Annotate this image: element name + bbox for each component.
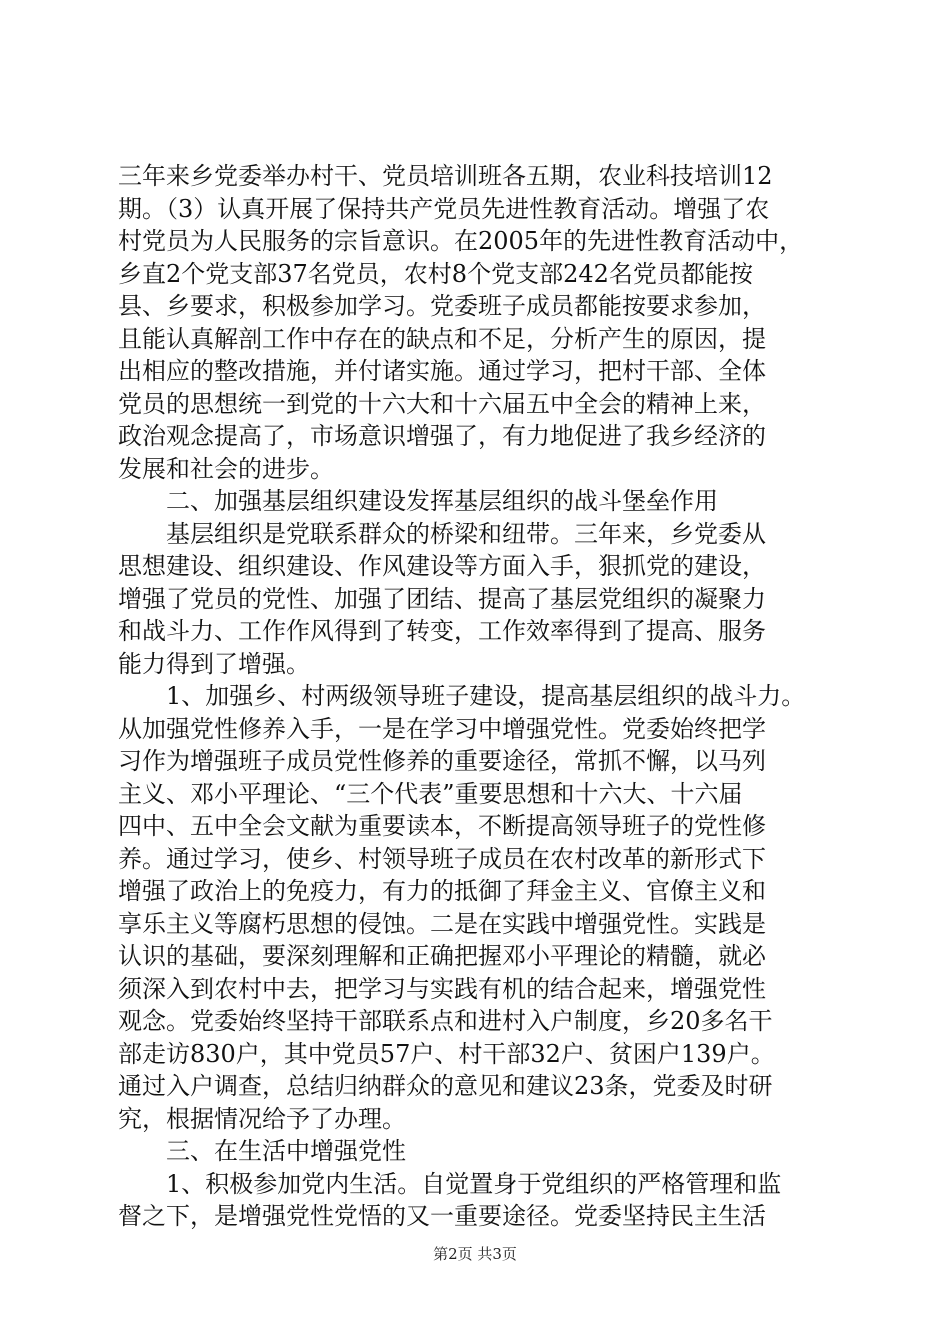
text-line: 1、加强乡、村两级领导班子建设，提高基层组织的战斗力。: [118, 682, 806, 710]
text-line: 究，根据情况给予了办理。: [118, 1104, 406, 1133]
page-number: 第2页 共3页: [433, 1245, 517, 1263]
text-line: 三年来乡党委举办村干、党员培训班各五期，农业科技培训12: [118, 162, 773, 190]
page-footer: [0, 1244, 950, 1264]
text-line: 增强了党员的党性、加强了团结、提高了基层党组织的凝聚力: [118, 584, 766, 613]
text-line: 部走访830户，其中党员57户、村干部32户、贫困户139户。: [118, 1039, 775, 1068]
text-line: 督之下，是增强党性党悟的又一重要途径。党委坚持民主生活: [118, 1202, 766, 1230]
document-body: [118, 160, 838, 1233]
text-line: 习作为增强班子成员党性修养的重要途径，常抓不懈，以马列: [118, 747, 766, 775]
text-line: 认识的基础，要深刻理解和正确把握邓小平理论的精髓，就必: [118, 942, 766, 970]
text-line: 能力得到了增强。: [118, 649, 310, 678]
text-line: 期。（3）认真开展了保持共产党员先进性教育活动。增强了农: [118, 194, 770, 223]
section-heading: 二、加强基层组织建设发挥基层组织的战斗堡垒作用: [118, 487, 718, 515]
text-line: 1、积极参加党内生活。自觉置身于党组织的严格管理和监: [118, 1169, 782, 1198]
text-line: 发展和社会的进步。: [118, 454, 334, 483]
text-line: 四中、五中全会文献为重要读本，不断提高领导班子的党性修: [118, 812, 766, 840]
text-line: 和战斗力、工作作风得到了转变，工作效率得到了提高、服务: [118, 617, 766, 645]
text-line: 基层组织是党联系群众的桥梁和纽带。三年来，乡党委从: [118, 519, 766, 548]
section-heading: 三、在生活中增强党性: [118, 1137, 406, 1165]
text-line: 县、乡要求，积极参加学习。党委班子成员都能按要求参加，: [118, 292, 766, 320]
text-line: 主义、邓小平理论、“三个代表”重要思想和十六大、十六届: [118, 779, 743, 808]
text-line: 增强了政治上的免疫力，有力的抵御了拜金主义、官僚主义和: [118, 877, 766, 905]
text-line: 通过入户调查，总结归纳群众的意见和建议23条，党委及时研: [118, 1072, 773, 1100]
text-line: 享乐主义等腐朽思想的侵蚀。二是在实践中增强党性。实践是: [118, 909, 766, 938]
text-line: 须深入到农村中去，把学习与实践有机的结合起来，增强党性: [118, 974, 766, 1003]
text-line: 出相应的整改措施，并付诸实施。通过学习，把村干部、全体: [118, 357, 766, 385]
text-line: 村党员为人民服务的宗旨意识。在2005年的先进性教育活动中，: [118, 227, 804, 255]
text-line: 从加强党性修养入手，一是在学习中增强党性。党委始终把学: [118, 714, 766, 743]
text-line: 观念。党委始终坚持干部联系点和进村入户制度，乡20多名干: [118, 1007, 773, 1035]
text-line: 思想建设、组织建设、作风建设等方面入手，狠抓党的建设，: [118, 552, 766, 580]
text-line: 养。通过学习，使乡、村领导班子成员在农村改革的新形式下: [118, 844, 766, 873]
text-line: 党员的思想统一到党的十六大和十六届五中全会的精神上来，: [118, 389, 766, 418]
text-line: 政治观念提高了，市场意识增强了，有力地促进了我乡经济的: [118, 422, 766, 450]
text-line: 乡直2个党支部37名党员，农村8个党支部242名党员都能按: [118, 259, 753, 288]
text-line: 且能认真解剖工作中存在的缺点和不足，分析产生的原因，提: [118, 324, 766, 353]
